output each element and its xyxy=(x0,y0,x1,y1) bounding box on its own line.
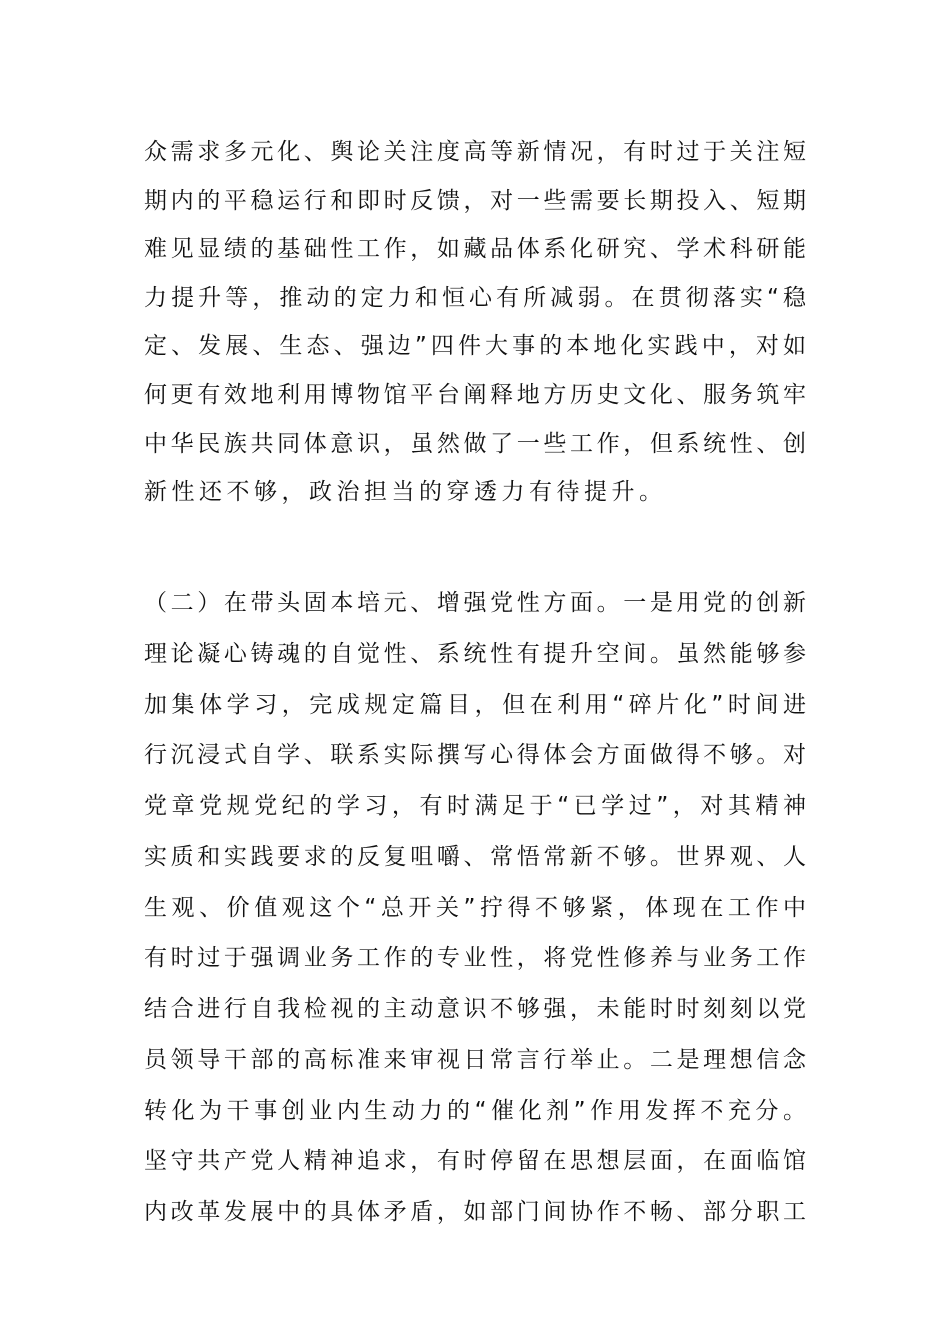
text-line: 坚守共产党人精神追求，有时停留在思想层面，在面临馆 xyxy=(144,1148,806,1175)
text-line: 实质和实践要求的反复咀嚼、常悟常新不够。世界观、人 xyxy=(144,843,806,870)
text-line: 中华民族共同体意识，虽然做了一些工作，但系统性、创 xyxy=(144,430,806,457)
text-line: 理论凝心铸魂的自觉性、系统性有提升空间。虽然能够参 xyxy=(144,640,806,667)
text-line: 加集体学习，完成规定篇目，但在利用“碎片化”时间进 xyxy=(144,691,806,718)
text-line: （二）在带头固本培元、增强党性方面。一是用党的创新 xyxy=(144,590,806,616)
text-line: 难见显绩的基础性工作，如藏品体系化研究、学术科研能 xyxy=(144,236,806,263)
text-line: 结合进行自我检视的主动意识不够强，未能时时刻刻以党 xyxy=(144,996,806,1022)
text-line: 众需求多元化、舆论关注度高等新情况，有时过于关注短 xyxy=(144,139,806,165)
text-line: 何更有效地利用博物馆平台阐释地方历史文化、服务筑牢 xyxy=(144,382,806,408)
text-line: 员领导干部的高标准来审视日常言行举止。二是理想信念 xyxy=(144,1046,806,1073)
text-line: 转化为干事创业内生动力的“催化剂”作用发挥不充分。 xyxy=(144,1097,806,1124)
text-line: 定、发展、生态、强边”四件大事的本地化实践中，对如 xyxy=(144,333,806,360)
text-line: 行沉浸式自学、联系实际撰写心得体会方面做得不够。对 xyxy=(144,742,806,769)
text-line: 力提升等，推动的定力和恒心有所减弱。在贯彻落实“稳 xyxy=(144,284,806,311)
text-line: 生观、价值观这个“总开关”拧得不够紧，体现在工作中 xyxy=(144,894,806,921)
text-line: 党章党规党纪的学习，有时满足于“已学过”，对其精神 xyxy=(144,793,806,819)
text-line: 期内的平稳运行和即时反馈，对一些需要长期投入、短期 xyxy=(144,187,806,214)
text-line: 有时过于强调业务工作的专业性，将党性修养与业务工作 xyxy=(144,945,806,972)
text-line: 新性还不够，政治担当的穿透力有待提升。 xyxy=(144,479,667,506)
text-line: 内改革发展中的具体矛盾，如部门间协作不畅、部分职工 xyxy=(144,1199,806,1225)
